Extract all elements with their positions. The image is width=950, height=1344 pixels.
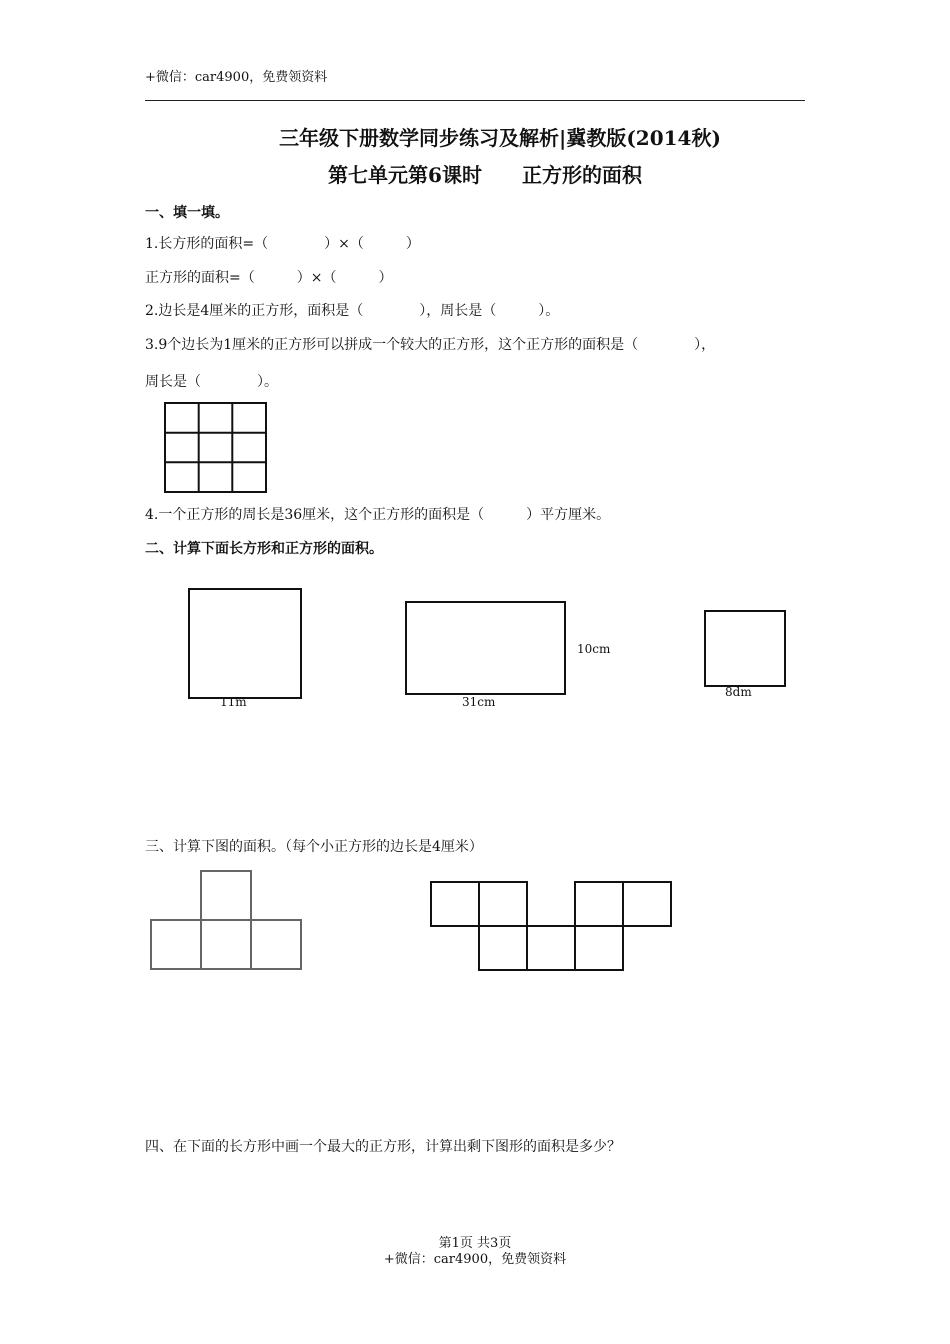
- m-shape-figure: [429, 880, 673, 973]
- t-shape-figure: [148, 869, 304, 972]
- section2-heading: 二、计算下面长方形和正方形的面积。: [145, 541, 383, 557]
- square-11m: [188, 588, 303, 700]
- rectangle-31cm-10cm: [405, 601, 567, 696]
- square-8dm: [704, 610, 787, 688]
- rectangle-height-label: 10cm: [577, 642, 611, 656]
- question-3a: 3.9个边长为1厘米的正方形可以拼成一个较大的正方形，这个正方形的面积是（ ），: [145, 337, 716, 353]
- nine-square-grid: [164, 402, 268, 494]
- section3-heading: 三、计算下图的面积。（每个小正方形的边长是4厘米）: [145, 839, 483, 855]
- footer-watermark: +微信：car4900，免费领资料: [383, 1252, 567, 1267]
- header-watermark: +微信：car4900，免费领资料: [145, 70, 328, 85]
- lesson-subtitle: 第七单元第6课时 正方形的面积: [328, 163, 642, 187]
- question-4: 4.一个正方形的周长是36厘米，这个正方形的面积是（ ）平方厘米。: [145, 507, 611, 523]
- question-3b: 周长是（ ）。: [145, 374, 278, 390]
- question-2: 2.边长是4厘米的正方形，面积是（ ），周长是（ ）。: [145, 303, 560, 319]
- page-number: 第1页 共3页: [438, 1236, 512, 1251]
- square1-side-label: 11m: [220, 695, 247, 709]
- question-1a: 1.长方形的面积=（ ）×（ ）: [145, 236, 420, 252]
- section1-heading: 一、填一填。: [145, 205, 229, 221]
- section4-heading: 四、在下面的长方形中画一个最大的正方形，计算出剩下图形的面积是多少？: [145, 1139, 621, 1155]
- square2-side-label: 8dm: [725, 685, 752, 699]
- document-title: 三年级下册数学同步练习及解析|冀教版(2014秋): [279, 126, 721, 150]
- rectangle-width-label: 31cm: [462, 695, 496, 709]
- question-1b: 正方形的面积=（ ）×（ ）: [145, 270, 393, 286]
- header-divider: [145, 100, 805, 101]
